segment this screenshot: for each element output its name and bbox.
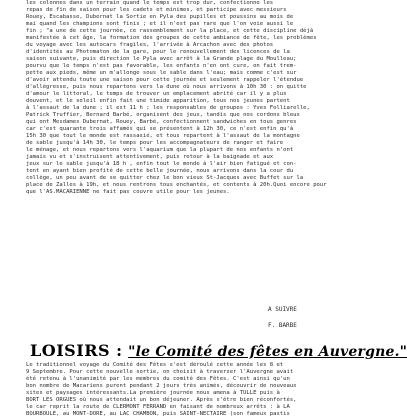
text-line: du voyage avec les autocars fragiles, l'arrivée à Arcachon avec des photos bbox=[26, 42, 274, 49]
text-line: sites et paysages intéressants.La première journée nous amena à TULLE puis à bbox=[26, 390, 280, 397]
text-line: d'amour le littoral, le temps de trouver un emplacement abrité car il y a plus bbox=[26, 91, 287, 98]
text-line: saison suivante, puis direction le Pyla avec arrêt à la Grande plage du Moulleau; bbox=[26, 56, 297, 63]
text-line: pourvu que le temps n'est pas favorable, les enfants n'en ont cure, on fait trem- bbox=[26, 63, 297, 70]
text-line: jamais vu et s'instruisent attentivement, puis retour à la baignade et aux bbox=[26, 154, 274, 161]
text-line: d'allégresse, puis nous repartons vers la dune où nous arrivons à 10h 30 : on quitte bbox=[26, 84, 307, 91]
text-line: 15h 30 que tout le monde est rassasié, et tous repartent à l'assaut de la montagne bbox=[26, 133, 300, 140]
text-line: bon nombre de Macariens purent pendant 2 jours très animés, découvrir de nouveaux bbox=[26, 383, 297, 390]
text-line: manifestée à cet âge, la formation des groupes de cette ambiance de fête, les problèmes bbox=[26, 35, 317, 42]
article-body bbox=[26, 0, 388, 196]
text-line: car c'est quarante trois affamés qui se présentent à 12h 30, ce n'est enfin qu'à bbox=[26, 126, 294, 133]
text-line: Le traditionnel voyage du Comité des Fêtes s'est déroulé cette année les 8 et bbox=[26, 362, 284, 368]
article-body-second bbox=[26, 362, 388, 418]
text-line: été retenu à l'unanimité par les membres du comité des Fêtes. C'est ainsi qu'un bbox=[26, 376, 290, 383]
text-line: d'identités au Photomaton de la gare, pour le renouvellement des licences de la bbox=[26, 49, 290, 56]
text-line: le ménage, et nous repartons vers l'aquarium que la plupart de nos enfants n'ont bbox=[26, 147, 294, 154]
section-headline bbox=[30, 341, 407, 360]
text-line: le car reprit la route de CLERMONT FERRAND en faisant de nombreux arrêts : à LA bbox=[26, 404, 290, 411]
text-line: à l'assaut de la dune ; il est 11 h ; les responsables de groupes : Yves Folliarelle, bbox=[26, 105, 310, 112]
text-line: Rouey, Escabasse, Dubernat la Sortie en Pyla des pupilles et poussins au mois de bbox=[26, 14, 294, 21]
text-line: repas de fin de saison pour les cadets et minimes, et participe avec messieurs bbox=[26, 7, 287, 14]
text-line: collège, un peu avant de se quitter chez le bon vieux St-Jacques avec Buffet sur la bbox=[26, 175, 304, 182]
text-line: fin ; "a une de cette journée, ce rassemblement sur la place, et cette discipline déjà bbox=[26, 28, 314, 35]
text-line: de sable jusqu'à 14h 30, le temps pour les accompagnateurs de ranger et faire bbox=[26, 140, 284, 147]
section-kicker: LOISIRS : bbox=[30, 341, 123, 360]
text-line: 9 Septembre. Pour cette nouvelle sortie, on choisit à traverser l'Auvergne avait bbox=[26, 369, 294, 376]
to-be-continued: A SUIVRE bbox=[268, 306, 297, 313]
text-line: qui ont Mesdames Dubernat, Rouey, Barbé, confectionnent sandwiches en tous genres bbox=[26, 119, 297, 126]
text-line: jeux sur le sable jusqu'à 18 h , enfin tout le monde à l'air bien fatigué et con- bbox=[26, 161, 297, 168]
text-line: pette aux pieds, même un m'allonge sous le sable dans l'eau; mais comme c'est sur bbox=[26, 70, 297, 77]
text-line: place de Zalles à 19h, et nous rentrons tous enchantés, et contents à 20h.Quoi encore pour bbox=[26, 182, 327, 189]
text-line: que l'AS.MACARIENNE ne fait pas couvre utile pour les jeunes. bbox=[26, 189, 230, 196]
text-line: Patrick Truffier, Bernard Barbé, organisent des jeux, tandis que nos cordons bleus bbox=[26, 112, 300, 119]
article-author: F. BARBE bbox=[268, 322, 297, 329]
text-line: d'avoir attendu toute une saison pour cette journée et seulement rappeler l'étendue bbox=[26, 77, 304, 84]
text-line: BORT LES ORGUES où nous attendait un bon déjeuner. Après s'être bien réconfortés, bbox=[26, 397, 297, 404]
text-line: tent en ayant bien profité de cette belle journée, nous arrivons dans la cour du bbox=[26, 168, 294, 175]
section-title: "le Comité des fêtes en Auvergne." bbox=[128, 344, 407, 360]
text-line: les colonnes dans un terrain quand le temps est trop dur, confectionne les bbox=[26, 0, 274, 6]
text-line: mai quand les champions sont finis ; et il n'est pas rare que l'on voie aussi le bbox=[26, 21, 294, 28]
text-line: BOURBOULE, au MONT-DORE, au LAC CHAMBON, puis SAINT-NECTAIRE (son fameux pastis bbox=[26, 411, 290, 418]
text-line: douvent, et le soleil enfin fait une timide apparition, tous nos jeunes partent bbox=[26, 98, 290, 105]
